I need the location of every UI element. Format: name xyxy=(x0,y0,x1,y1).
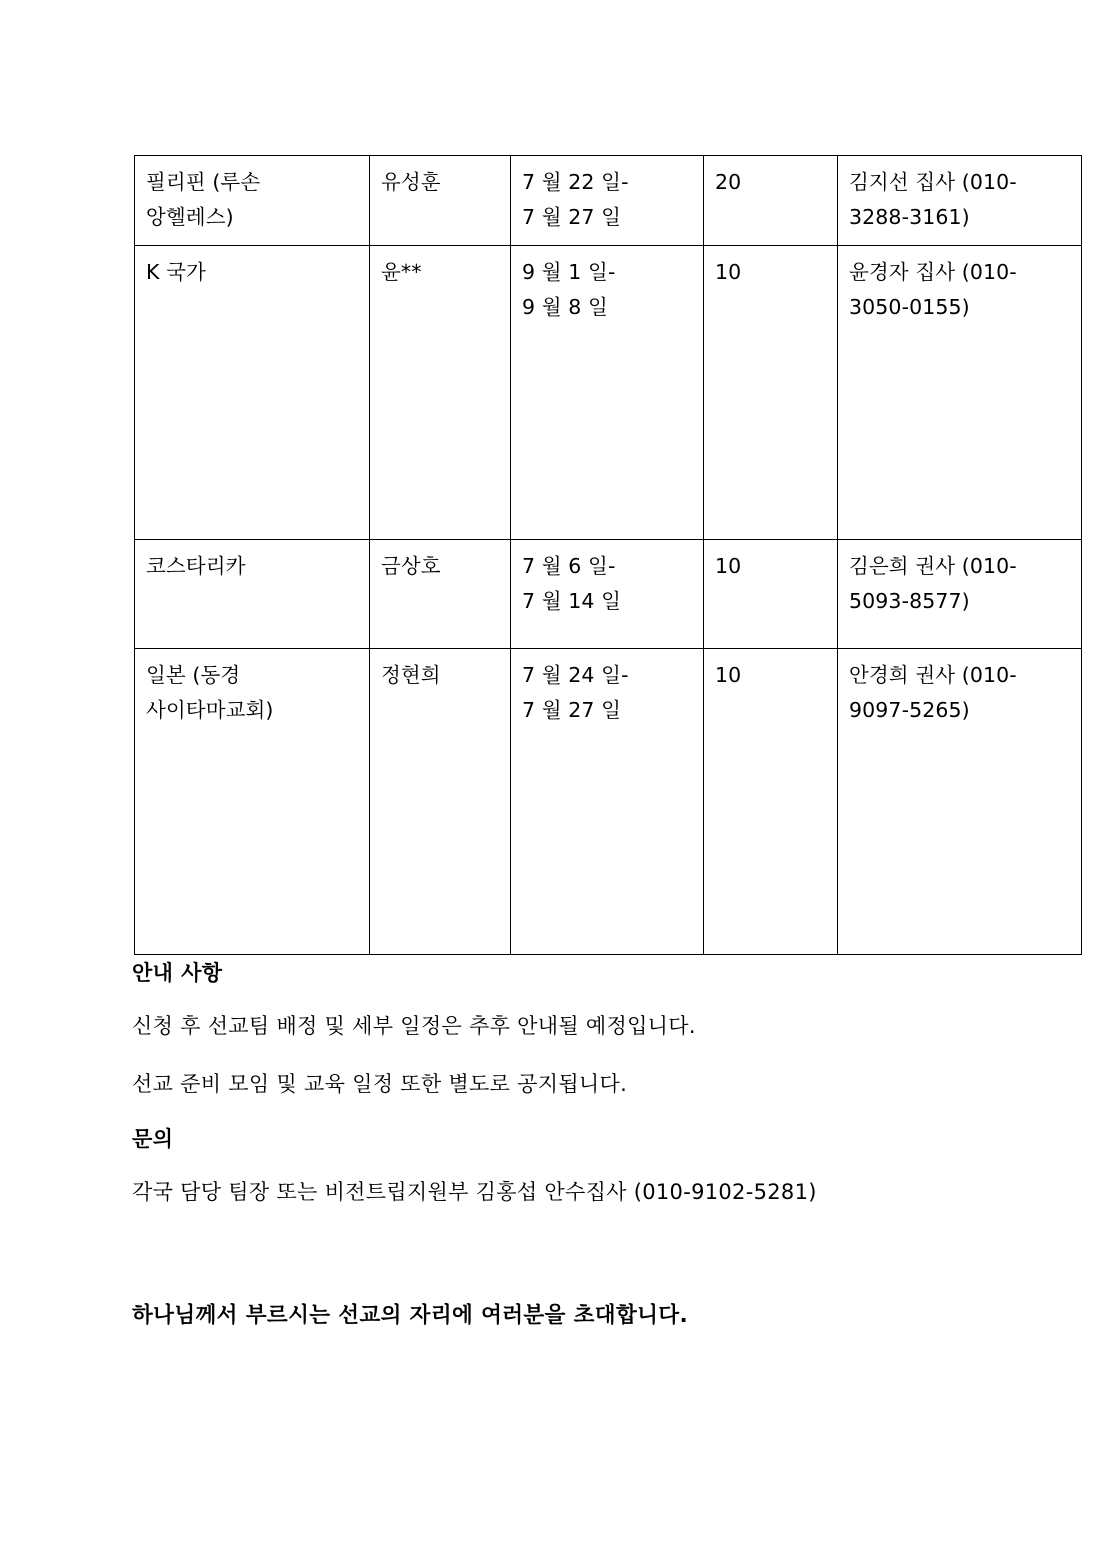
mission-schedule-table xyxy=(134,155,1082,955)
cell-leader xyxy=(370,648,511,954)
cell-count: 10 xyxy=(704,539,838,648)
cell-country xyxy=(135,539,370,648)
cell-country xyxy=(135,245,370,539)
cell-dates xyxy=(511,245,704,539)
cell-leader xyxy=(370,539,511,648)
contact-line: 3050-0155) xyxy=(849,294,970,319)
cell-count: 20 xyxy=(704,156,838,246)
notice-section xyxy=(132,960,952,1330)
closing-statement: 하나님께서 부르시는 선교의 자리에 여러분을 초대합니다. xyxy=(132,1303,689,1329)
date-line: 7 월 14 일 xyxy=(522,588,622,613)
country-line: 사이타마교회) xyxy=(146,697,274,722)
notice-line-2: 선교 준비 모임 및 교육 일정 또한 별도로 공지됩니다. xyxy=(132,1071,628,1096)
contact-line: 김은희 권사 (010- xyxy=(849,553,1017,578)
cell-contact xyxy=(838,648,1082,954)
date-line: 7 월 27 일 xyxy=(522,697,622,722)
date-line: 9 월 8 일 xyxy=(522,294,608,319)
cell-dates xyxy=(511,156,704,246)
contact-line: 김지선 집사 (010- xyxy=(849,170,1017,194)
inquiry-line-1: 각국 담당 팀장 또는 비전트립지원부 김홍섭 안수집사 (010-9102-5281) xyxy=(132,1180,817,1205)
cell-country xyxy=(135,648,370,954)
table-row xyxy=(135,156,1082,246)
cell-dates xyxy=(511,539,704,648)
date-line: 9 월 1 일- xyxy=(522,259,616,284)
table-row xyxy=(135,245,1082,539)
cell-count: 10 xyxy=(704,245,838,539)
contact-line: 안경희 권사 (010- xyxy=(849,662,1017,687)
table-row xyxy=(135,648,1082,954)
notice-heading: 안내 사항 xyxy=(132,961,223,985)
notice-line-1: 신청 후 선교팀 배정 및 세부 일정은 추후 안내될 예정입니다. xyxy=(132,1014,696,1039)
cell-leader xyxy=(370,245,511,539)
leader-line: 정현희 xyxy=(381,662,441,687)
cell-leader xyxy=(370,156,511,246)
country-line: 코스타리카 xyxy=(146,553,246,578)
country-line: 필리핀 (루손 xyxy=(146,170,261,194)
country-line: 앙헬레스) xyxy=(146,205,234,230)
cell-contact xyxy=(838,245,1082,539)
contact-line: 9097-5265) xyxy=(849,697,970,722)
date-line: 7 월 6 일- xyxy=(522,553,616,578)
cell-contact xyxy=(838,156,1082,246)
date-line: 7 월 24 일- xyxy=(522,662,629,687)
leader-line: 금상호 xyxy=(381,553,441,578)
cell-contact xyxy=(838,539,1082,648)
inquiry-heading: 문의 xyxy=(132,1126,174,1151)
leader-line: 윤** xyxy=(381,259,422,284)
cell-count: 10 xyxy=(704,648,838,954)
country-line: K 국가 xyxy=(146,259,206,284)
country-line: 일본 (동경 xyxy=(146,662,241,687)
date-line: 7 월 27 일 xyxy=(522,205,622,230)
cell-dates xyxy=(511,648,704,954)
date-line: 7 월 22 일- xyxy=(522,170,629,194)
contact-line: 5093-8577) xyxy=(849,588,970,613)
table-row xyxy=(135,539,1082,648)
contact-line: 윤경자 집사 (010- xyxy=(849,259,1017,284)
contact-line: 3288-3161) xyxy=(849,205,970,230)
leader-line: 유성훈 xyxy=(381,170,441,194)
cell-country xyxy=(135,156,370,246)
table-body xyxy=(135,156,1082,955)
